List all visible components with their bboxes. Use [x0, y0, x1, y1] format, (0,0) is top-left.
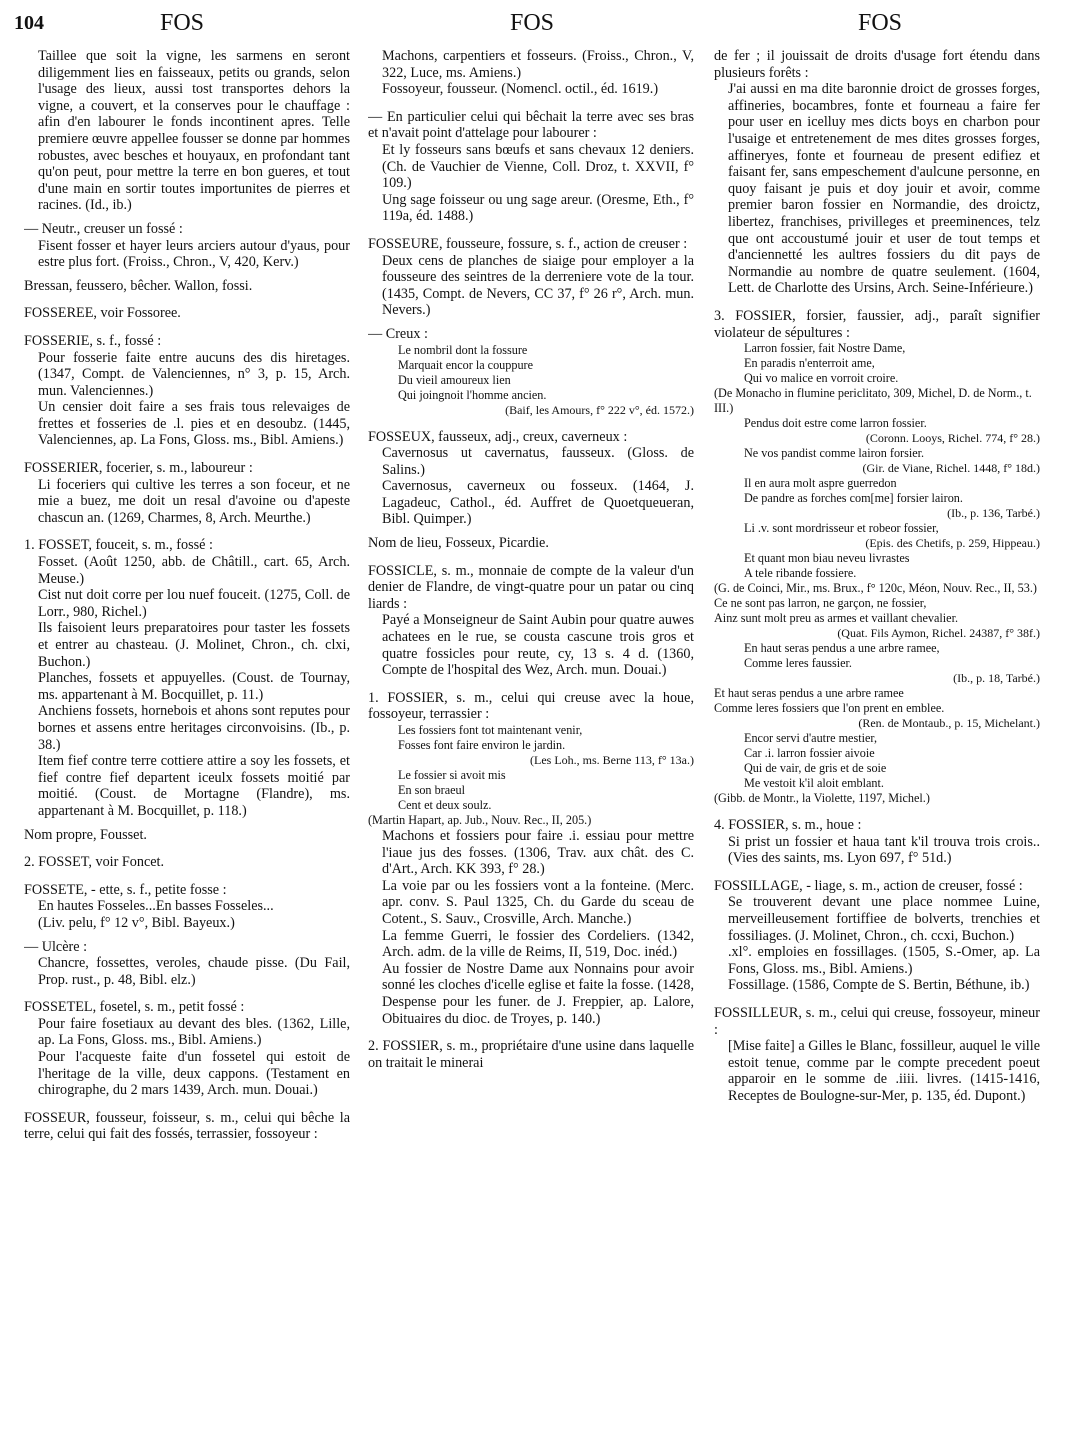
quotation: Li foceriers qui cultive les terres a son foceur, et ne mie a buez, me doit un resal d'avoine ou d'apeste chascun an. (1269, Charmes, 8, Arch. Meurthe.)	[38, 476, 350, 526]
verse-line: Car .i. larron fossier aivoie	[744, 746, 875, 761]
running-head-center: FOS	[510, 10, 555, 36]
quotation: Se trouverent devant une place nommee Luine, merveilleusement fortiffiee de bolverts, trenchies et fossiliages. (J. Molinet, Chron., ch. ccxi, Buchon.)	[728, 894, 1040, 944]
sense-note: — Creux :	[368, 325, 428, 342]
citation: (Baif, les Amours, f° 222 v°, éd. 1572.)	[505, 402, 694, 417]
entry: 4. FOSSIER, s. m., houe :	[714, 817, 862, 834]
citation: (Quat. Fils Aymon, Richel. 24387, f° 38f.)	[837, 626, 1040, 641]
verse-line: Les fossiers font tot maintenant venir,	[398, 723, 583, 737]
verse-line: Et haut seras pendus a une arbre ramee	[714, 686, 904, 701]
verse-line: Le nombril dont la fossure	[398, 342, 528, 357]
verse-line: Ainz sunt molt preu as armes et vaillant chevalier.	[714, 611, 959, 626]
quotation: En hautes Fosseles...En basses Fosseles...	[38, 898, 274, 915]
verse-line: Ne vos pandist comme lairon forsier.	[744, 446, 925, 461]
verse-line: En paradis n'enterroit ame,	[744, 356, 875, 371]
verse-line: Qui vo malice en vorroit croire.	[744, 371, 899, 386]
verse-line: Marquait encor la couppure	[398, 357, 534, 372]
quotation: Fossillage. (1586, Compte de S. Bertin, Béthune, ib.)	[728, 977, 1030, 994]
verse-line: (G. de Coinci, Mir., ms. Brux., f° 120c, Méon, Nouv. Rec., II, 53.)	[714, 581, 1037, 596]
quotation: Ils faisoient leurs preparatoires pour taster les fossets et entrer au chasteau. (J. Molinet, Chron., ch. clxi, Buchon.)	[38, 620, 350, 670]
verse-line: De pandre as forches com[me] forsier lairon.	[744, 491, 963, 506]
verse-line: Me vestoit k'il aloit emblant.	[744, 776, 884, 791]
entry: FOSSEREE, voir Fossoree.	[24, 305, 181, 322]
verse-line: Encor servi d'autre mestier,	[744, 731, 878, 746]
verse-line: En son braeul	[398, 783, 466, 797]
running-head-left: FOS	[160, 10, 205, 36]
quotation: .xl°. emploies en fossillages. (1505, S.-Omer, ap. La Fons, Gloss. ms., Bibl. Amiens.)	[728, 944, 1040, 977]
quotation: Pour l'acqueste faite d'un fossetel qui estoit de l'heritage de la ville, deux cappons. (Testament en chirographe, du 2 mars 1439, Arch. mun. Douai.)	[38, 1049, 350, 1099]
verse-line: Fosses font faire environ le jardin.	[398, 738, 566, 752]
entry: FOSSERIER, focerier, s. m., laboureur :	[24, 460, 253, 477]
entry: FOSSERIE, s. f., fossé :	[24, 332, 162, 349]
citation: (Ib., p. 18, Tarbé.)	[953, 671, 1040, 686]
verse-line: Ce ne sont pas larron, ne garçon, ne fossier,	[714, 596, 927, 611]
verse-line: En haut seras pendus a une arbre ramee,	[744, 641, 940, 656]
running-head-right: FOS	[858, 10, 903, 36]
citation: (Les Loh., ms. Berne 113, f° 13a.)	[530, 753, 694, 767]
quotation: Au fossier de Nostre Dame aux Nonnains pour avoir sonné les cloches d'icelle eglise et faite la fosse. (1428, Despense pour les funer. de J. Freppier, ap. Lalore, Obituaires du dioc. de Troyes, p. 140.)	[382, 960, 694, 1027]
citation: (Ib., p. 136, Tarbé.)	[947, 506, 1040, 521]
quotation: Machons, carpentiers et fosseurs. (Froiss., Chron., V, 322, Luce, ms. Amiens.)	[382, 48, 694, 81]
entry: 1. FOSSIER, s. m., celui qui creuse avec la houe, fossoyeur, terrassier :	[368, 689, 694, 723]
citation: (Gir. de Viane, Richel. 1448, f° 18d.)	[862, 461, 1040, 476]
quotation: Fisent fosser et hayer leurs arciers autour d'yaus, pour estre plus fort. (Froiss., Chron., V, 420, Kerv.)	[38, 237, 350, 271]
quotation: Cavernosus, caverneux ou fosseux. (1464, J. Lagadeuc, Cathol., éd. Auffret de Quoetqueueran, Bibl. Quimper.)	[382, 478, 694, 528]
quotation: Cist nut doit corre per lou nuef fouceit. (1275, Coll. de Lorr., 980, Richel.)	[38, 587, 350, 620]
quotation: Ung sage foisseur ou ung sage areur. (Oresme, Eth., f° 119a, éd. 1488.)	[382, 191, 694, 225]
citation: (Coronn. Looys, Richel. 774, f° 28.)	[865, 431, 1040, 446]
quotation: Fosset. (Août 1250, abb. de Châtill., cart. 65, Arch. Meuse.)	[38, 554, 350, 587]
quotation: [Mise faite] a Gilles le Blanc, fossilleur, auquel le ville estoit tenue, comme par le compte precedent poeut apparoir en le somme de .iiii. livres. (1415-1416, Receptes de Boulogne-sur-Mer, p. 135, éd. Dupont.)	[728, 1038, 1040, 1104]
quotation: Item fief contre terre cottiere attire a soy les fossets, et fief contre fief departent iceulx fossets moitié par moitié. (Coust. de Mortagne (Flandre), ms. appartenant à M. Bocquillet, p. 118.)	[38, 753, 350, 819]
quotation: Pour fosserie faite entre aucuns des dis hiretages. (1347, Compt. de Valenciennes, n° 3, p. 15, Arch. mun. Valenciennes.)	[38, 349, 350, 399]
text-column-middle	[368, 48, 694, 1436]
verse-line: A tele ribande fossiere.	[744, 566, 857, 581]
verse-line: Du vieil amoureux lien	[398, 372, 511, 387]
quotation: Si prist un fossier et haua tant k'il trouva trois crois.. (Vies des saints, ms. Lyon 697, f° 51d.)	[728, 833, 1040, 867]
paragraph: de fer ; il jouissait de droits d'usage fort étendu dans plusieurs forêts :	[714, 48, 1040, 81]
verse-line: (De Monacho in flumine periclitato, 309, Michel, D. de Norm., t. III.)	[714, 386, 1032, 416]
quotation: La femme Guerri, le fossier des Cordeliers. (1342, Arch. adm. de la ville de Reims, II, 519, Doc. inéd.)	[382, 927, 694, 961]
entry: FOSSEUX, fausseux, adj., creux, caverneux :	[368, 428, 628, 445]
quotation: Taillee que soit la vigne, les sarmens en seront diligemment lies en faisseaux, petits ou grands, selon l'usage des lieux, aussi tost transportes dehors la vigne, a couvert, et la conserves pour le chauffage : afin d'en labourer le fonds incontinent apres. Telle premiere œuvre appellee fousser se donne par hommes robustes, avec besches et houyaux, en profondant tant qu'on peut, pour mettre la terre en bon gueres, et tout d'une main en sortir toutes importunites de pierres et racines. (Id., ib.)	[38, 48, 350, 214]
quotation: Anchiens fossets, hornebois et ahons sont reputes pour bornes et assens entre heritages circonvoisins. (Ib., p. 38.)	[38, 703, 350, 753]
verse-line: Cent et deux soulz.	[398, 798, 492, 812]
sense-note: — Neutr., creuser un fossé :	[24, 220, 183, 237]
quotation: La voie par ou les fossiers vont a la fonteine. (Merc. apr. conv. S. Paul 1325, Ch. du Garde du sceau de Cotent., S. Sauv., Crosville, Arch. Manche.)	[382, 877, 694, 927]
quotation: Chancre, fossettes, veroles, chaude pisse. (Du Fail, Prop. rust., p. 48, Bibl. elz.)	[38, 955, 350, 988]
verse-line: Qui de vair, de gris et de soie	[744, 761, 887, 776]
entry: FOSSETE, - ette, s. f., petite fosse :	[24, 881, 227, 898]
entry: FOSSILLEUR, s. m., celui qui creuse, fossoyeur, mineur :	[714, 1005, 1040, 1038]
sense-note: Bressan, feussero, bêcher. Wallon, fossi.	[24, 277, 253, 294]
verse-line: (Martin Hapart, ap. Jub., Nouv. Rec., II, 205.)	[368, 813, 592, 827]
verse-line: Comme leres faussier.	[744, 656, 852, 671]
running-header	[0, 8, 1078, 42]
entry: FOSSICLE, s. m., monnaie de compte de la valeur d'un denier de Flandre, de vingt-quatre pour un patar ou cinq liards :	[368, 562, 694, 612]
quotation: Planches, fossets et appuyelles. (Coust. de Tournay, ms. appartenant à M. Bocquillet, p. 11.)	[38, 670, 350, 703]
entry: 1. FOSSET, fouceit, s. m., fossé :	[24, 537, 213, 554]
verse-line: Larron fossier, fait Nostre Dame,	[744, 341, 906, 356]
verse-line: Qui joingnoit l'homme ancien.	[398, 387, 547, 402]
entry: FOSSILLAGE, - liage, s. m., action de creuser, fossé :	[714, 877, 1023, 894]
entry: FOSSETEL, fosetel, s. m., petit fossé :	[24, 999, 245, 1016]
quotation: Machons et fossiers pour faire .i. essiau pour mettre l'iaue jus des fosses. (1306, Trav. aux chât. des C. d'Art., Arch. KK 393, f° 28.)	[382, 828, 694, 878]
quotation: Fossoyeur, fousseur. (Nomencl. octil., éd. 1619.)	[382, 81, 659, 98]
entry: 2. FOSSET, voir Foncet.	[24, 854, 165, 871]
verse-line: Et quant mon biau neveu livrastes	[744, 551, 910, 566]
entry: FOSSEUR, fousseur, foisseur, s. m., celui qui bêche la terre, celui qui fait des fossés, terrassier, fossoyeur :	[24, 1109, 350, 1143]
citation: (Ren. de Montaub., p. 15, Michelant.)	[858, 716, 1040, 731]
verse-line: Comme leres fossiers que l'on prent en emblee.	[714, 701, 945, 716]
quotation: Cavernosus ut cavernatus, fausseux. (Gloss. de Salins.)	[382, 445, 694, 478]
entry: FOSSEURE, fousseure, fossure, s. f., action de creuser :	[368, 235, 688, 252]
quotation: Et ly fosseurs sans bœufs et sans chevaux 12 deniers. (Ch. de Vauchier de Vienne, Coll. Droz, t. XXVII, f° 109.)	[382, 141, 694, 192]
sense-note: — Ulcère :	[24, 938, 88, 955]
entry: 3. FOSSIER, forsier, faussier, adj., paraît signifier violateur de sépultures :	[714, 307, 1040, 341]
sense-note: Nom de lieu, Fosseux, Picardie.	[368, 535, 549, 552]
verse-line: (Gibb. de Montr., la Violette, 1197, Michel.)	[714, 791, 930, 806]
quotation: Deux cens de planches de siaige pour employer a la fousseure des seintres de la derreniere vote de la tour. (1435, Compt. de Nevers, CC 37, f° 26 r°, Arch. mun. Nevers.)	[382, 252, 694, 319]
verse-line: Li .v. sont mordrisseur et robeor fossier,	[744, 521, 939, 536]
citation: (Epis. des Chetifs, p. 259, Hippeau.)	[865, 536, 1040, 551]
quotation: Pour faire fosetiaux au devant des bles. (1362, Lille, ap. La Fons, Gloss. ms., Bibl. Amiens.)	[38, 1015, 350, 1049]
text-column-right	[714, 48, 1040, 1436]
sense-note: Nom propre, Fousset.	[24, 826, 147, 843]
quotation: Payé a Monseigneur de Saint Aubin pour quatre auwes achatees en le rue, se cousta cascune trois gros et quatre fossicles pour reute, cy, 13 s. 4 d. (1360, Compte de l'hospital des Wez, Arch. mun. Douai.)	[382, 612, 694, 679]
quotation: Un censier doit faire a ses frais tous relevaiges de frettes et fosseries de .l. pies et en desoubz. (1445, Valenciennes, ap. La Fons, Gloss. ms., Bibl. Amiens.)	[38, 399, 350, 449]
entry: — En particulier celui qui bêchait la terre avec ses bras et n'avait point d'attelage pour labourer :	[368, 108, 694, 142]
page-number: 104	[14, 12, 44, 34]
verse-line: Pendus doit estre come larron fossier.	[744, 416, 927, 431]
quotation: J'ai aussi en ma dite baronnie droict de grosses forges, affineries, bocambres, fonte et fourneau a faire fer pour user en icelluy mes dicts boys en charbon pour l'usaige et entretenement de mes dites grosses forges, affineryes, fonte et fourneau de present edifiez et faisant fer, sans empeschement d'aulcune personne, en quoy faisant je puis et doy jouir et avoir, comme premier baron fossier en Normandie, des droictz, libertez, franchises, privilleges et preeminences, telz que ont accoustumé jouir et user de tout temps et d'anciennetté les aultres fossiers du dit pays de Normandie au nombre de quatre seulement. (1604, Lett. de Charlotte des Ursins, Arch. Seine-Inférieure.)	[728, 81, 1040, 297]
quotation: (Liv. pelu, f° 12 v°, Bibl. Bayeux.)	[38, 914, 235, 931]
verse-line: Le fossier si avoit mis	[398, 768, 506, 782]
entry: 2. FOSSIER, s. m., propriétaire d'une usine dans laquelle on traitait le minerai	[368, 1038, 694, 1071]
text-column-left	[24, 48, 350, 1436]
verse-line: Il en aura molt aspre guerredon	[744, 476, 897, 491]
